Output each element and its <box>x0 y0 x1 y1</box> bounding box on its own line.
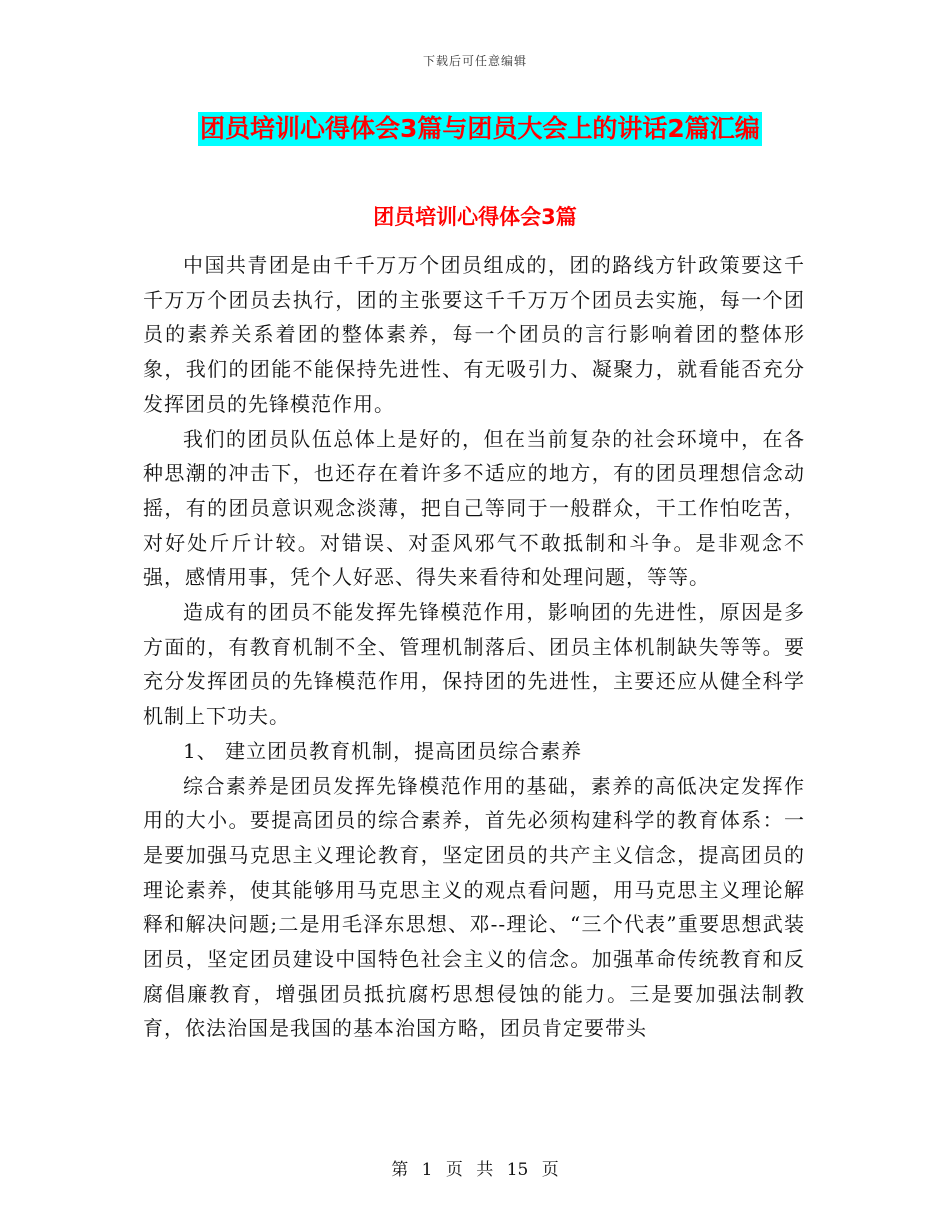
paragraph-1: 中国共青团是由千千万万个团员组成的，团的路线方针政策要这千千万万个团员去执行，团的主张要这千千万万个团员去实施，每一个团员的素养关系着团的整体素养，每一个团员的言行影响着团的整体形象，我们的团能不能保持先进性、有无吸引力、凝聚力，就看能否充分发挥团员的先锋模范作用。 <box>143 253 805 416</box>
section-title: 团员培训心得体会3篇 <box>373 205 577 229</box>
header-note: 下载后可任意编辑 <box>422 54 527 68</box>
page-number-footer: 第 1 页 共 15 页 <box>391 1160 559 1180</box>
document-body <box>143 248 805 1046</box>
paragraph-2: 我们的团员队伍总体上是好的，但在当前复杂的社会环境中，在各种思潮的冲击下，也还存在着许多不适应的地方，有的团员理想信念动摇，有的团员意识观念淡薄，把自己等同于一般群众，干工作怕吃苦，对好处斤斤计较。对错误、对歪风邪气不敢抵制和斗争。是非观念不强，感情用事，凭个人好恶、得失来看待和处理问题，等等。 <box>143 426 805 590</box>
paragraph-3: 造成有的团员不能发挥先锋模范作用，影响团的先进性，原因是多方面的，有教育机制不全、管理机制落后、团员主体机制缺失等等。要充分发挥团员的先锋模范作用，保持团的先进性，主要还应从健全科学机制上下功夫。 <box>143 600 805 729</box>
paragraph-4: 综合素养是团员发挥先锋模范作用的基础，素养的高低决定发挥作用的大小。要提高团员的综合素养，首先必须构建科学的教育体系：一是要加强马克思主义理论教育，坚定团员的共产主义信念，提高团员的理论素养，使其能够用马克思主义的观点看问题，用马克思主义理论解释和解决问题;二是用毛泽东思想、邓--理论、“三个代表”重要思想武装团员，坚定团员建设中国特色社会主义的信念。加强革命传统教育和反腐倡廉教育，增强团员抵抗腐朽思想侵蚀的能力。三是要加强法制教育，依法治国是我国的基本治国方略，团员肯定要带头 <box>143 773 805 1041</box>
subsection-heading: 1、 建立团员教育机制，提高团员综合素养 <box>183 738 583 763</box>
document-title: 团员培训心得体会3篇与团员大会上的讲话2篇汇编 <box>198 112 762 146</box>
